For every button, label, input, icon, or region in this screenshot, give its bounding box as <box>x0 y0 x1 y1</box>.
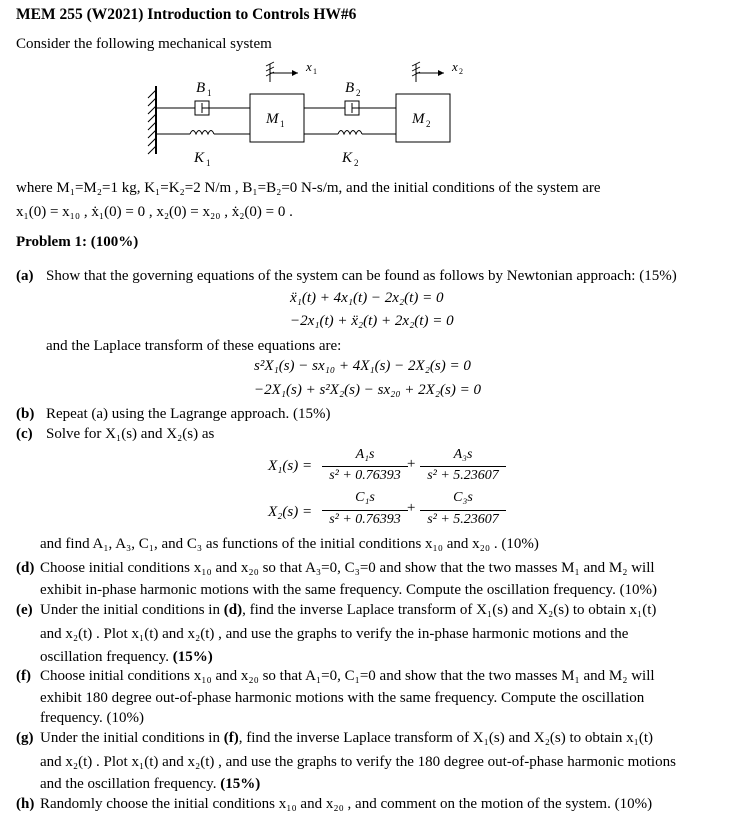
plus-sign: + <box>406 456 417 472</box>
part-g-line-2: and x₂(t) . Plot x₁(t) and x₂(t) , and use the graphs to verify the 180 degree out-of-phase harmonic motions <box>40 754 676 770</box>
laplace-intro: and the Laplace transform of these equations are: <box>46 338 342 354</box>
wall-icon <box>148 86 156 154</box>
part-e-label: (e) <box>16 602 33 618</box>
equation-a3: s²X₁(s) − sx₁₀ + 4X₁(s) − 2X₂(s) = 0 <box>254 358 471 374</box>
label-m2: M <box>412 111 425 127</box>
part-f-label: (f) <box>16 668 31 684</box>
part-g-pct: (15%) <box>220 776 261 792</box>
part-b-label: (b) <box>16 406 35 422</box>
part-f-line-1: Choose initial conditions x₁₀ and x₂₀ so that A₁=0, C₁=0 and show that the two masses M₁ and M₂ will <box>40 668 655 684</box>
x2s-den1: s² + 0.76393 <box>329 512 401 527</box>
part-c-text: Solve for X₁(s) and X₂(s) as <box>46 426 215 442</box>
part-e-line-2: and x₂(t) . Plot x₁(t) and x₂(t) , and use the graphs to verify the in-phase harmonic motions and the <box>40 626 629 642</box>
part-g-line-3 <box>40 774 260 794</box>
part-e-line-3 <box>40 647 213 667</box>
equation-a2: −2x₁(t) + ẍ₂(t) + 2x₂(t) = 0 <box>290 313 454 329</box>
part-e-pct: (15%) <box>172 649 213 665</box>
part-c-find: and find A₁, A₃, C₁, and C₃ as functions of the initial conditions x₁₀ and x₂₀ . (10%) <box>40 536 539 552</box>
equation-a4: −2X₁(s) + s²X₂(s) − sx₂₀ + 2X₂(s) = 0 <box>254 382 481 398</box>
fraction-bar <box>322 466 408 467</box>
damper-b2-icon <box>304 101 396 115</box>
part-e-post: , find the inverse Laplace transform of X₁(s) and X₂(s) to obtain x₁(t) <box>242 602 657 618</box>
fraction-bar <box>420 510 506 511</box>
part-e-ref: (d) <box>223 602 243 618</box>
label-k2: K <box>342 150 353 166</box>
label-k2-sub: 2 <box>354 158 359 168</box>
x2-arrow-icon <box>412 62 444 82</box>
x2s-label: X₂(s) = <box>268 504 313 520</box>
x2s-den2: s² + 5.23607 <box>427 512 499 527</box>
part-b-text: Repeat (a) using the Lagrange approach. (15%) <box>46 406 331 422</box>
part-e-pre: Under the initial conditions in <box>40 602 224 618</box>
x2s-num2: C₃s <box>453 490 473 505</box>
part-e-line-3-text: oscillation frequency. <box>40 649 169 665</box>
intro-text: Consider the following mechanical system <box>16 36 272 52</box>
x1-arrow-icon <box>266 62 298 82</box>
part-g-line-3-text: and the oscillation frequency. <box>40 776 217 792</box>
label-x2: x <box>452 59 458 74</box>
fraction-bar <box>420 466 506 467</box>
part-c-label: (c) <box>16 426 33 442</box>
x1s-den1: s² + 0.76393 <box>329 468 401 483</box>
part-d-line-2: exhibit in-phase harmonic motions with the same frequency. Compute the oscillation frequency. (10%) <box>40 582 658 598</box>
part-d-label: (d) <box>16 560 35 576</box>
x1s-label: X₁(s) = <box>268 458 313 474</box>
x1s-num1: A₁s <box>355 447 375 462</box>
label-m1: M <box>266 111 279 127</box>
page-title: MEM 255 (W2021) Introduction to Controls HW#6 <box>16 6 357 23</box>
part-g-post: , find the inverse Laplace transform of X₁(s) and X₂(s) to obtain x₁(t) <box>238 730 654 746</box>
x1s-den2: s² + 5.23607 <box>427 468 499 483</box>
conditions-line-1: where M₁=M₂=1 kg, K₁=K₂=2 N/m , B₁=B₂=0 N-s/m, and the initial conditions of the system are <box>16 180 601 196</box>
part-f-line-2: exhibit 180 degree out-of-phase harmonic motions with the same frequency. Compute the oscillation <box>40 690 645 706</box>
part-f-line-3: frequency. (10%) <box>40 710 144 726</box>
label-x1: x <box>306 59 312 74</box>
label-b1: B <box>196 80 206 96</box>
conditions-line-2: x₁(0) = x₁₀ , ẋ₁(0) = 0 , x₂(0) = x₂₀ , ẋ₂(0) = 0 . <box>16 204 293 220</box>
x2s-num1: C₁s <box>355 490 375 505</box>
label-x2-sub: 2 <box>459 67 463 76</box>
fraction-bar <box>322 510 408 511</box>
label-x1-sub: 1 <box>313 67 317 76</box>
part-h-label: (h) <box>16 796 35 812</box>
part-g-line-1 <box>40 728 653 748</box>
spring-k1-icon <box>156 131 250 135</box>
x1s-num2: A₃s <box>453 447 473 462</box>
spring-k2-icon <box>304 131 396 135</box>
part-a-label: (a) <box>16 268 34 284</box>
part-g-label: (g) <box>16 730 34 746</box>
label-m1-sub: 1 <box>280 119 285 129</box>
mechanical-system-diagram <box>140 56 490 174</box>
damper-b1-icon <box>156 101 250 115</box>
part-d-line-1: Choose initial conditions x₁₀ and x₂₀ so that A₃=0, C₃=0 and show that the two masses M₁ and M₂ will <box>40 560 655 576</box>
label-k1: K <box>194 150 205 166</box>
label-b2-sub: 2 <box>356 88 361 98</box>
label-m2-sub: 2 <box>426 119 431 129</box>
label-b1-sub: 1 <box>207 88 212 98</box>
label-k1-sub: 1 <box>206 158 211 168</box>
part-a-text: Show that the governing equations of the system can be found as follows by Newtonian approach: (15%) <box>46 268 677 284</box>
problem-heading: Problem 1: (100%) <box>16 234 139 250</box>
part-h-text: Randomly choose the initial conditions x₁₀ and x₂₀ , and comment on the motion of the system. (10%) <box>40 796 653 812</box>
part-e-line-1 <box>40 600 656 620</box>
part-g-pre: Under the initial conditions in <box>40 730 224 746</box>
plus-sign: + <box>406 500 417 516</box>
part-g-ref: (f) <box>223 730 239 746</box>
equation-a1: ẍ₁(t) + 4x₁(t) − 2x₂(t) = 0 <box>290 290 444 306</box>
label-b2: B <box>345 80 355 96</box>
